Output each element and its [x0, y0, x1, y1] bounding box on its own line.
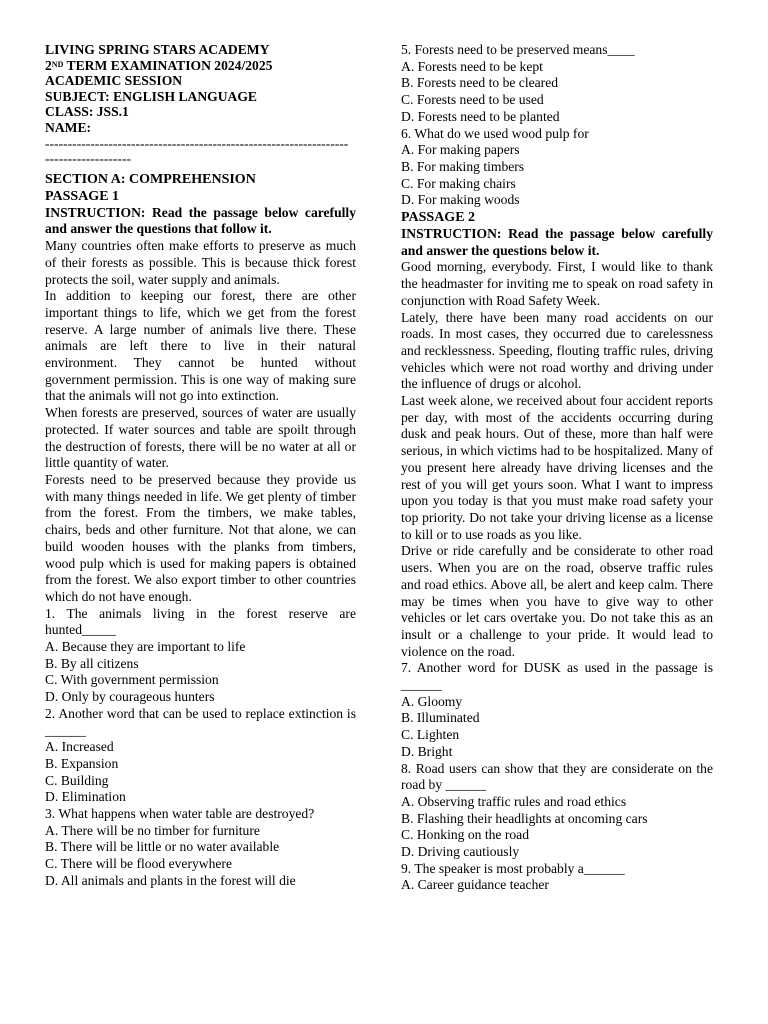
question-text: 2. Another word that can be used to replace extinction is ______	[45, 705, 356, 738]
question-text: 7. Another word for DUSK as used in the passage is ______	[401, 660, 713, 693]
option: D. For making woods	[401, 192, 520, 208]
option: C. For making chairs	[401, 175, 516, 191]
question-text: 5. Forests need to be preserved means____	[401, 42, 635, 57]
question-6	[401, 126, 713, 210]
passage-paragraph: Forests need to be preserved because they provide us with many things needed in life. We get plenty of timber from the forest. From the timbers, we make tables, chairs, beds and other furniture. Not that alone, we can build wooden houses with the planks from timbers, wood pulp which is used for making papers is obtained from the forest. We also export timber to other countries which do not have enough.	[45, 472, 356, 604]
option: D. All animals and plants in the forest will die	[45, 872, 296, 888]
subject-line: SUBJECT: ENGLISH LANGUAGE	[45, 88, 258, 104]
question-8	[401, 761, 713, 861]
question-text: 3. What happens when water table are destroyed?	[45, 806, 315, 822]
question-1	[45, 606, 356, 706]
option: C. There will be flood everywhere	[45, 856, 232, 872]
academic-session: ACADEMIC SESSION	[45, 73, 183, 89]
option: A. There will be no timber for furniture	[45, 822, 260, 838]
school-name: LIVING SPRING STARS ACADEMY	[45, 42, 270, 57]
option: D. Driving cautiously	[401, 844, 520, 860]
option: A. Career guidance teacher	[401, 877, 549, 893]
option: A. Forests need to be kept	[401, 58, 543, 74]
question-text: 1. The animals living in the forest reserve are hunted_____	[45, 605, 356, 638]
option: A. Observing traffic rules and road ethics	[401, 793, 627, 809]
passage-paragraph: Drive or ride carefully and be considerate to other road users. When you are on the road, observe traffic rules and road ethics. Above all, be alert and keep calm. There may be times when you have to give way to other vehicles or let cars overtake you. Do not take this as an insult or a challenge to your pride. It would lead to violence on the road.	[401, 543, 713, 659]
passage-paragraph: Many countries often make efforts to preserve as much of their forests as possible. This is because thick forest protects the soil, water supply and animals.	[45, 238, 356, 287]
name-underline-2: -------------------	[45, 151, 132, 167]
option: C. With government permission	[45, 672, 219, 688]
option: B. Illuminated	[401, 710, 480, 726]
option: B. Forests need to be cleared	[401, 75, 559, 91]
passage-paragraph: Good morning, everybody. First, I would like to thank the headmaster for inviting me to speak on road safety in conjunction with Road Safety Week.	[401, 259, 713, 308]
passage-paragraph: When forests are preserved, sources of water are usually protected. If water sources and table are spoilt through the destruction of forests, there will be no water at all or little quantity of water.	[45, 405, 356, 471]
question-3	[45, 806, 356, 890]
right-column	[401, 42, 713, 894]
option: D. Forests need to be planted	[401, 108, 560, 124]
option: A. Because they are important to life	[45, 639, 246, 655]
passage-1-title: PASSAGE 1	[45, 188, 120, 204]
option: B. Expansion	[45, 755, 119, 771]
passage-2-instruction: INSTRUCTION: Read the passage below carefully and answer the questions below it.	[401, 226, 713, 258]
question-5	[401, 42, 713, 126]
option: B. Flashing their headlights at oncoming cars	[401, 810, 648, 826]
passage-2-title: PASSAGE 2	[401, 210, 476, 226]
name-underline-1: -------------------------------------------------------------------	[45, 135, 349, 151]
term-number: 2	[45, 57, 52, 73]
passage-paragraph: Lately, there have been many road accidents on our roads. In most cases, they occurred due to carelessness and recklessness. Speeding, flouting traffic rules, driving vehicles which were not road worthy and driving under the influence of drugs or alcohol.	[401, 309, 713, 392]
passage-1-body	[45, 238, 356, 605]
name-line: NAME:	[45, 119, 92, 135]
passage-paragraph: Last week alone, we received about four accident reports per day, with most of the accidents occurring during dusk and peak hours. Out of these, more than half were serious, in which victims had to be hospitalized. Many of you present here already have driving licenses and the rest of you will get yours soon. What I want to impress upon you today is that you must make road safety your top priority. Do not take your driving license as a license to kill or to use roads as you like.	[401, 393, 713, 542]
option: B. There will be little or no water available	[45, 839, 280, 855]
question-2	[45, 706, 356, 806]
question-text: 6. What do we used wood pulp for	[401, 125, 589, 141]
option: D. Bright	[401, 743, 453, 759]
option: B. For making timbers	[401, 158, 525, 174]
class-line: CLASS: JSS.1	[45, 104, 129, 120]
option: D. Only by courageous hunters	[45, 689, 215, 705]
passage-1-instruction: INSTRUCTION: Read the passage below carefully and answer the questions that follow it.	[45, 204, 356, 237]
term-title	[45, 58, 356, 74]
option: D. Elimination	[45, 789, 126, 805]
question-text: 9. The speaker is most probably a______	[401, 860, 625, 876]
option: A. Gloomy	[401, 693, 463, 709]
option: A. Increased	[45, 739, 114, 755]
option: C. Honking on the road	[401, 827, 529, 843]
passage-paragraph: In addition to keeping our forest, there are other important things to life, which we get from the forest reserve. A large number of animals live there. These animals are left there to live in their natural environment. They cannot be hunted without government permission. This is one way of making sure that the animals will not go into extinction.	[45, 288, 356, 404]
option: C. Building	[45, 772, 109, 788]
passage-2-body	[401, 259, 713, 660]
left-column	[45, 42, 356, 890]
option: C. Lighten	[401, 727, 460, 743]
section-heading: SECTION A: COMPREHENSION	[45, 171, 256, 187]
option: A. For making papers	[401, 142, 520, 158]
term-rest: TERM EXAMINATION 2024/2025	[63, 57, 273, 73]
question-9	[401, 861, 713, 894]
term-suffix: ND	[51, 59, 64, 69]
question-text: 8. Road users can show that they are considerate on the road by ______	[401, 760, 713, 793]
option: B. By all citizens	[45, 655, 139, 671]
question-7	[401, 660, 713, 760]
option: C. Forests need to be used	[401, 92, 544, 108]
